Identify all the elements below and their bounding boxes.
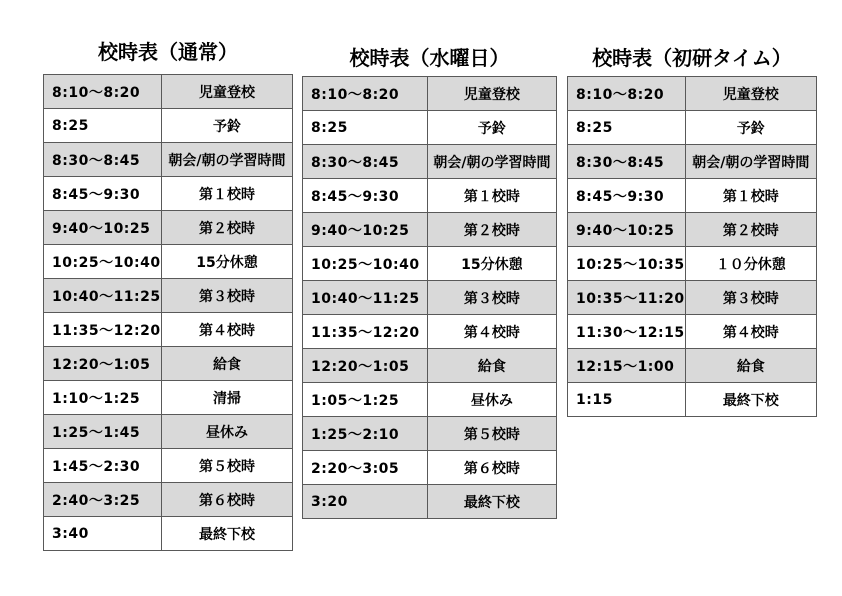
table-row (44, 347, 293, 381)
activity-cell: 児童登校 (161, 75, 292, 109)
activity-cell: 最終下校 (685, 383, 816, 417)
table-row (44, 381, 293, 415)
table-row (568, 315, 817, 349)
time-cell: 10:25～10:40 (303, 247, 428, 281)
activity-cell: 第６校時 (161, 483, 292, 517)
table-row (568, 281, 817, 315)
time-cell: 12:15～1:00 (568, 349, 686, 383)
table-row (303, 247, 557, 281)
activity-cell: 第３校時 (685, 281, 816, 315)
time-cell: 9:40～10:25 (303, 213, 428, 247)
activity-cell: 第２校時 (427, 213, 556, 247)
time-cell: 2:40～3:25 (44, 483, 162, 517)
time-cell: 11:30～12:15 (568, 315, 686, 349)
table-row (44, 483, 293, 517)
activity-cell: 第３校時 (427, 281, 556, 315)
schedule-wednesday (302, 45, 557, 519)
time-cell: 8:10～8:20 (568, 77, 686, 111)
activity-cell: 第２校時 (161, 211, 292, 245)
table-row (303, 111, 557, 145)
time-cell: 10:35～11:20 (568, 281, 686, 315)
table-row (303, 485, 557, 519)
table-row (44, 211, 293, 245)
time-cell: 1:10～1:25 (44, 381, 162, 415)
table-row (44, 449, 293, 483)
time-cell: 10:40～11:25 (303, 281, 428, 315)
table-row (303, 179, 557, 213)
activity-cell: 給食 (685, 349, 816, 383)
time-cell: 9:40～10:25 (44, 211, 162, 245)
activity-cell: １０分休憩 (685, 247, 816, 281)
time-cell: 8:45～9:30 (44, 177, 162, 211)
time-cell: 1:05～1:25 (303, 383, 428, 417)
time-cell: 8:30～8:45 (568, 145, 686, 179)
activity-cell: 第６校時 (427, 451, 556, 485)
activity-cell: 昼休み (161, 415, 292, 449)
time-cell: 8:10～8:20 (44, 75, 162, 109)
table-row (568, 179, 817, 213)
activity-cell: 児童登校 (685, 77, 816, 111)
table-row (568, 77, 817, 111)
schedule-shoken-time-title: 校時表（初研タイム） (592, 46, 792, 70)
schedule-regular-table (43, 74, 293, 551)
table-row (303, 315, 557, 349)
activity-cell: 朝会/朝の学習時間 (161, 143, 292, 177)
table-row (44, 177, 293, 211)
table-row (303, 417, 557, 451)
time-cell: 10:40～11:25 (44, 279, 162, 313)
time-cell: 8:45～9:30 (303, 179, 428, 213)
activity-cell: 第２校時 (685, 213, 816, 247)
time-cell: 8:25 (303, 111, 428, 145)
activity-cell: 15分休憩 (427, 247, 556, 281)
activity-cell: 児童登校 (427, 77, 556, 111)
time-cell: 12:20～1:05 (44, 347, 162, 381)
time-cell: 9:40～10:25 (568, 213, 686, 247)
table-row (568, 145, 817, 179)
schedule-regular-title: 校時表（通常） (98, 40, 238, 64)
activity-cell: 昼休み (427, 383, 556, 417)
time-cell: 3:20 (303, 485, 428, 519)
time-cell: 1:25～2:10 (303, 417, 428, 451)
activity-cell: 第４校時 (161, 313, 292, 347)
activity-cell: 第５校時 (161, 449, 292, 483)
time-cell: 1:25～1:45 (44, 415, 162, 449)
table-row (303, 281, 557, 315)
time-cell: 8:25 (568, 111, 686, 145)
time-cell: 11:35～12:20 (44, 313, 162, 347)
activity-cell: 第４校時 (427, 315, 556, 349)
activity-cell: 第１校時 (685, 179, 816, 213)
time-cell: 8:30～8:45 (44, 143, 162, 177)
activity-cell: 予鈴 (161, 109, 292, 143)
table-row (44, 517, 293, 551)
activity-cell: 最終下校 (161, 517, 292, 551)
table-row (44, 109, 293, 143)
schedule-shoken-time (567, 45, 817, 417)
activity-cell: 15分休憩 (161, 245, 292, 279)
activity-cell: 第４校時 (685, 315, 816, 349)
table-row (303, 349, 557, 383)
activity-cell: 朝会/朝の学習時間 (427, 145, 556, 179)
time-cell: 10:25～10:35 (568, 247, 686, 281)
table-row (303, 213, 557, 247)
table-row (44, 415, 293, 449)
activity-cell: 最終下校 (427, 485, 556, 519)
time-cell: 10:25～10:40 (44, 245, 162, 279)
table-row (44, 75, 293, 109)
activity-cell: 第１校時 (161, 177, 292, 211)
activity-cell: 予鈴 (685, 111, 816, 145)
time-cell: 1:45～2:30 (44, 449, 162, 483)
activity-cell: 清掃 (161, 381, 292, 415)
table-row (44, 143, 293, 177)
activity-cell: 給食 (161, 347, 292, 381)
time-cell: 1:15 (568, 383, 686, 417)
activity-cell: 給食 (427, 349, 556, 383)
table-row (44, 245, 293, 279)
table-row (568, 383, 817, 417)
time-cell: 8:45～9:30 (568, 179, 686, 213)
table-row (568, 213, 817, 247)
activity-cell: 朝会/朝の学習時間 (685, 145, 816, 179)
table-row (44, 313, 293, 347)
time-cell: 2:20～3:05 (303, 451, 428, 485)
time-cell: 3:40 (44, 517, 162, 551)
time-cell: 11:35～12:20 (303, 315, 428, 349)
schedule-wednesday-title: 校時表（水曜日） (349, 46, 510, 70)
table-row (568, 111, 817, 145)
activity-cell: 第３校時 (161, 279, 292, 313)
table-row (44, 279, 293, 313)
activity-cell: 予鈴 (427, 111, 556, 145)
time-cell: 8:25 (44, 109, 162, 143)
activity-cell: 第５校時 (427, 417, 556, 451)
schedule-regular (43, 39, 293, 551)
table-row (303, 451, 557, 485)
table-row (568, 247, 817, 281)
schedule-shoken-time-table (567, 76, 817, 417)
table-row (303, 383, 557, 417)
time-cell: 12:20～1:05 (303, 349, 428, 383)
table-row (303, 77, 557, 111)
time-cell: 8:30～8:45 (303, 145, 428, 179)
table-row (303, 145, 557, 179)
time-cell: 8:10～8:20 (303, 77, 428, 111)
activity-cell: 第１校時 (427, 179, 556, 213)
schedule-wednesday-table (302, 76, 557, 519)
table-row (568, 349, 817, 383)
